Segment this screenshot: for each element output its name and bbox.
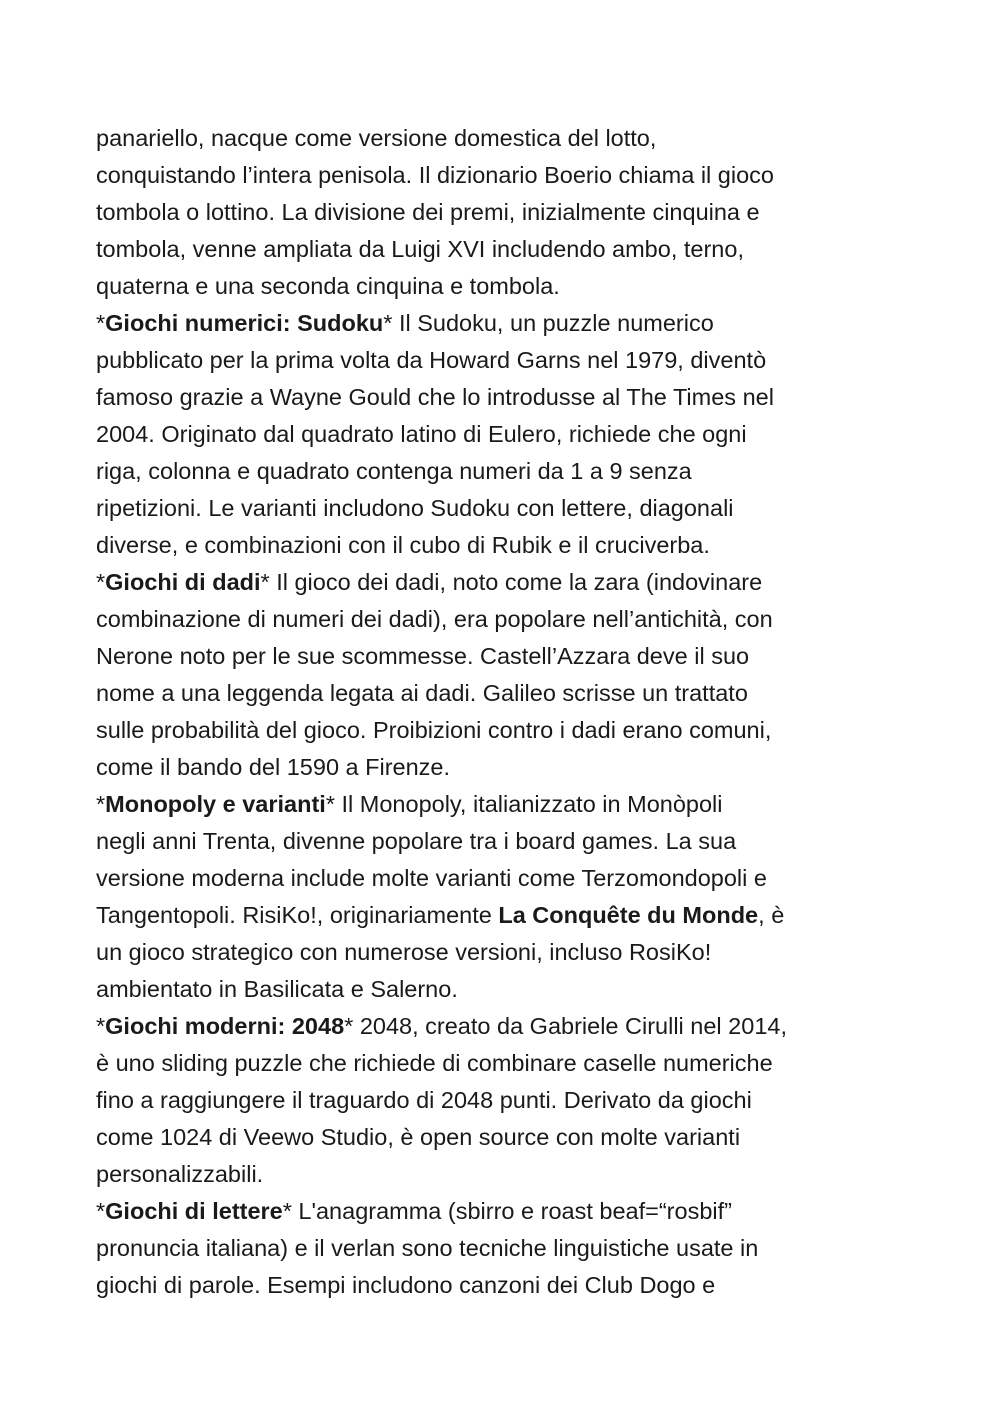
- asterisk: *: [96, 310, 106, 336]
- text-line: panariello, nacque come versione domestica del lotto,: [96, 125, 657, 151]
- asterisk: *: [96, 1198, 106, 1224]
- text-run: * L'anagramma (sbirro e roast beaf=“rosbif”: [282, 1198, 732, 1224]
- text-line: Nerone noto per le sue scommesse. Castell’Azzara deve il suo: [96, 643, 750, 669]
- section-first-line: [96, 1193, 926, 1230]
- text-line: negli anni Trenta, divenne popolare tra i board games. La sua: [96, 828, 737, 854]
- text-line: tombola, venne ampliata da Luigi XVI includendo ambo, terno,: [96, 236, 744, 262]
- text-line: combinazione di numeri dei dadi), era popolare nell’antichità, con: [96, 606, 773, 632]
- text-line: è uno sliding puzzle che richiede di combinare caselle numeriche: [96, 1050, 773, 1076]
- section-heading: Giochi di lettere: [105, 1198, 283, 1224]
- text-line: quaterna e una seconda cinquina e tombola.: [96, 273, 560, 299]
- text-run: * 2048, creato da Gabriele Cirulli nel 2014,: [344, 1013, 787, 1039]
- text-line: fino a raggiungere il traguardo di 2048 punti. Derivato da giochi: [96, 1087, 752, 1113]
- section-first-line: [96, 1008, 926, 1045]
- section-heading: Monopoly e varianti: [105, 791, 326, 817]
- text-line: ambientato in Basilicata e Salerno.: [96, 976, 458, 1002]
- text-line: sulle probabilità del gioco. Proibizioni contro i dadi erano comuni,: [96, 717, 772, 743]
- intro-paragraph: [96, 120, 926, 305]
- text-line: nome a una leggenda legata ai dadi. Galileo scrisse un trattato: [96, 680, 748, 706]
- section-moderni: [96, 1008, 926, 1193]
- text-line: come il bando del 1590 a Firenze.: [96, 754, 451, 780]
- text-line: personalizzabili.: [96, 1161, 264, 1187]
- text-run: * Il gioco dei dadi, noto come la zara (indovinare: [260, 569, 763, 595]
- section-heading: Giochi di dadi: [105, 569, 261, 595]
- text-line: 2004. Originato dal quadrato latino di Eulero, richiede che ogni: [96, 421, 747, 447]
- section-sudoku: [96, 305, 926, 564]
- text-run: * Il Sudoku, un puzzle numerico: [383, 310, 714, 336]
- asterisk: *: [96, 791, 106, 817]
- text-line: conquistando l’intera penisola. Il dizionario Boerio chiama il gioco: [96, 162, 774, 188]
- section-lettere: [96, 1193, 926, 1304]
- text-run: , è: [758, 902, 785, 928]
- text-line: diverse, e combinazioni con il cubo di Rubik e il cruciverba.: [96, 532, 710, 558]
- section-dadi: [96, 564, 926, 786]
- text-line: versione moderna include molte varianti come Terzomondopoli e: [96, 865, 767, 891]
- section-heading: Giochi numerici: Sudoku: [105, 310, 384, 336]
- section-first-line: [96, 564, 926, 601]
- text-line: come 1024 di Veewo Studio, è open source con molte varianti: [96, 1124, 741, 1150]
- text-line: un gioco strategico con numerose versioni, incluso RosiKo!: [96, 939, 712, 965]
- text-line: famoso grazie a Wayne Gould che lo introdusse al The Times nel: [96, 384, 774, 410]
- text-line: pubblicato per la prima volta da Howard Garns nel 1979, diventò: [96, 347, 767, 373]
- text-run: * Il Monopoly, italianizzato in Monòpoli: [325, 791, 723, 817]
- section-monopoly: [96, 786, 926, 1008]
- text-run: Tangentopoli. RisiKo!, originariamente: [96, 902, 499, 928]
- text-line: pronuncia italiana) e il verlan sono tecniche linguistiche usate in: [96, 1235, 759, 1261]
- document-page: [96, 120, 926, 1304]
- section-first-line: [96, 305, 926, 342]
- text-line: tombola o lottino. La divisione dei premi, inizialmente cinquina e: [96, 199, 760, 225]
- text-line: ripetizioni. Le varianti includono Sudoku con lettere, diagonali: [96, 495, 734, 521]
- asterisk: *: [96, 1013, 106, 1039]
- section-first-line: [96, 786, 926, 823]
- section-heading: Giochi moderni: 2048: [105, 1013, 345, 1039]
- text-line: riga, colonna e quadrato contenga numeri da 1 a 9 senza: [96, 458, 692, 484]
- text-line: giochi di parole. Esempi includono canzoni dei Club Dogo e: [96, 1272, 716, 1298]
- risiko-line: [96, 897, 926, 934]
- bold-title: La Conquête du Monde: [498, 902, 759, 928]
- asterisk: *: [96, 569, 106, 595]
